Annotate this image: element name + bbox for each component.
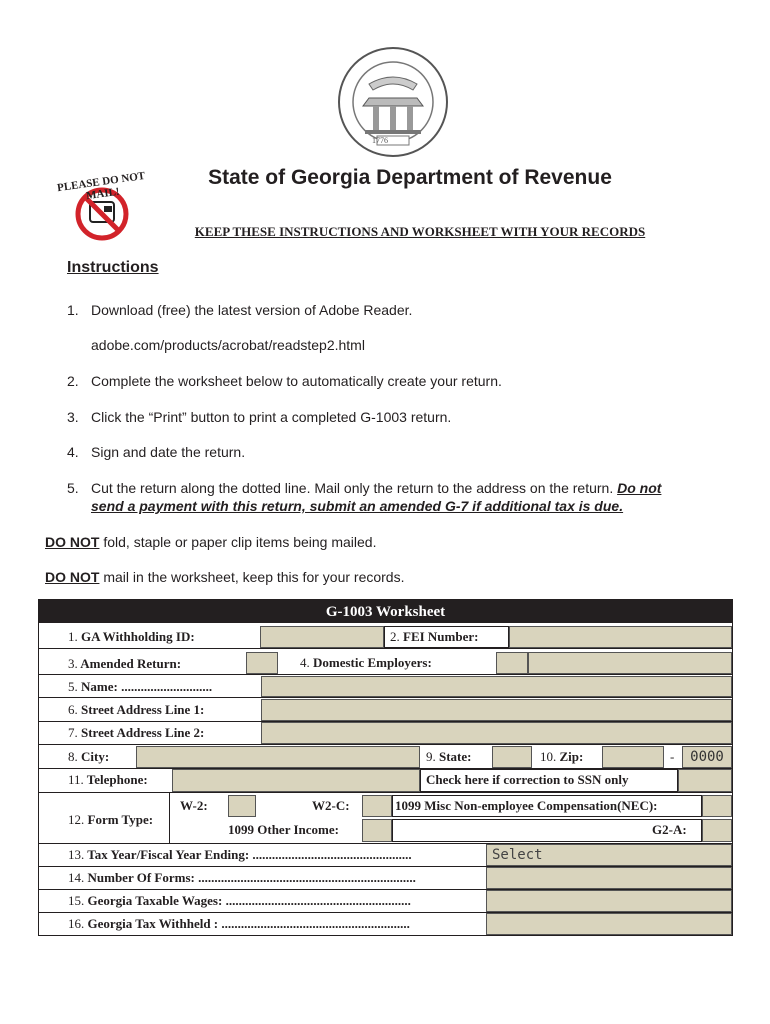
1099-misc-label: 1099 Misc Non-employee Compensation(NEC): <box>395 798 658 813</box>
instruction-step: 5. Cut the return along the dotted line. Mail only the return to the address on the return. Do not <box>67 480 662 496</box>
g2a-label: G2-A: <box>652 822 687 837</box>
domestic-employers-checkbox[interactable] <box>496 652 528 674</box>
instruction-step: 3. Click the “Print” button to print a completed G-1003 return. <box>67 409 452 425</box>
instruction-step: 1. Download (free) the latest version of Adobe Reader. <box>67 302 413 318</box>
worksheet-title: G-1003 Worksheet <box>38 599 733 623</box>
taxable-wages-field[interactable] <box>486 890 732 912</box>
state-field[interactable] <box>492 746 532 768</box>
adobe-link[interactable]: adobe.com/products/acrobat/readstep2.html <box>91 337 365 353</box>
state-label: 9. State: <box>426 749 472 764</box>
taxable-wages-label: 15. Georgia Taxable Wages: ......................................................... <box>68 893 411 908</box>
row-divider <box>38 697 733 698</box>
number-of-forms-label: 14. Number Of Forms: ................................................................... <box>68 870 416 885</box>
note: DO NOT mail in the worksheet, keep this for your records. <box>45 569 405 585</box>
amended-return-checkbox[interactable] <box>246 652 278 674</box>
instruction-step: 2. Complete the worksheet below to automatically create your return. <box>67 373 502 389</box>
telephone-field[interactable] <box>172 769 420 792</box>
step5-warning-b: send a payment with this return, submit an amended G-7 if additional tax is due. <box>91 498 624 514</box>
street-address-2-label: 7. Street Address Line 2: <box>68 725 205 740</box>
page-title: State of Georgia Department of Revenue <box>208 166 612 189</box>
street-address-1-field[interactable] <box>261 699 732 721</box>
row-divider <box>38 674 733 675</box>
w2-checkbox[interactable] <box>228 795 256 817</box>
ssn-correction-label: Check here if correction to SSN only <box>426 772 629 787</box>
domestic-employers-label: 4. Domestic Employers: <box>300 655 432 670</box>
georgia-state-seal <box>337 46 449 158</box>
tax-withheld-field[interactable] <box>486 913 732 935</box>
amended-return-label: 3. Amended Return: <box>68 656 182 671</box>
street-address-1-label: 6. Street Address Line 1: <box>68 702 205 717</box>
zip-field[interactable] <box>602 746 664 768</box>
ga-withholding-id-field[interactable] <box>260 626 384 648</box>
street-address-2-field[interactable] <box>261 722 732 744</box>
1099-other-label: 1099 Other Income: <box>228 822 339 837</box>
telephone-label: 11. Telephone: <box>68 772 148 787</box>
note: DO NOT fold, staple or paper clip items being mailed. <box>45 534 377 550</box>
row-divider <box>38 744 733 745</box>
seal-year: 1776 <box>372 136 388 145</box>
zip-label: 10. Zip: <box>540 749 584 764</box>
step5-warning-a: Do not <box>617 480 662 496</box>
1099-other-checkbox[interactable] <box>362 819 392 842</box>
form-type-label: 12. Form Type: <box>68 812 154 827</box>
tax-withheld-label: 16. Georgia Tax Withheld : .......................................................... <box>68 916 410 931</box>
row-divider <box>38 792 733 793</box>
stamp-text: PLEASE DO NOT MAIL! <box>56 169 146 203</box>
city-label: 8. City: <box>68 749 110 764</box>
fei-number-field[interactable] <box>509 626 732 648</box>
city-field[interactable] <box>136 746 420 768</box>
row-divider <box>38 648 733 649</box>
g2a-checkbox[interactable] <box>702 819 732 842</box>
number-of-forms-field[interactable] <box>486 867 732 889</box>
keep-notice: KEEP THESE INSTRUCTIONS AND WORKSHEET WITH YOUR RECORDS <box>194 224 646 239</box>
w2c-label: W2-C: <box>312 798 350 813</box>
zip-dash: - <box>670 749 675 764</box>
ga-withholding-id-label: 1. GA Withholding ID: <box>68 629 195 644</box>
w2c-checkbox[interactable] <box>362 795 392 817</box>
fei-number-label: 2. FEI Number: <box>390 629 479 644</box>
w2-label: W-2: <box>180 798 208 813</box>
domestic-employers-field[interactable] <box>528 652 732 674</box>
name-field[interactable] <box>261 676 732 697</box>
instruction-step: 4. Sign and date the return. <box>67 444 246 460</box>
instructions-heading: Instructions <box>67 259 159 276</box>
tax-year-label: 13. Tax Year/Fiscal Year Ending: ................................................. <box>68 847 412 862</box>
1099-misc-checkbox[interactable] <box>702 795 732 817</box>
zip-plus4-field[interactable]: 0000 <box>682 746 732 768</box>
ssn-correction-checkbox[interactable] <box>678 769 732 792</box>
form-type-divider <box>169 793 170 843</box>
name-label: 5. Name: ............................ <box>68 679 213 694</box>
tax-year-select[interactable]: Select <box>486 844 732 866</box>
